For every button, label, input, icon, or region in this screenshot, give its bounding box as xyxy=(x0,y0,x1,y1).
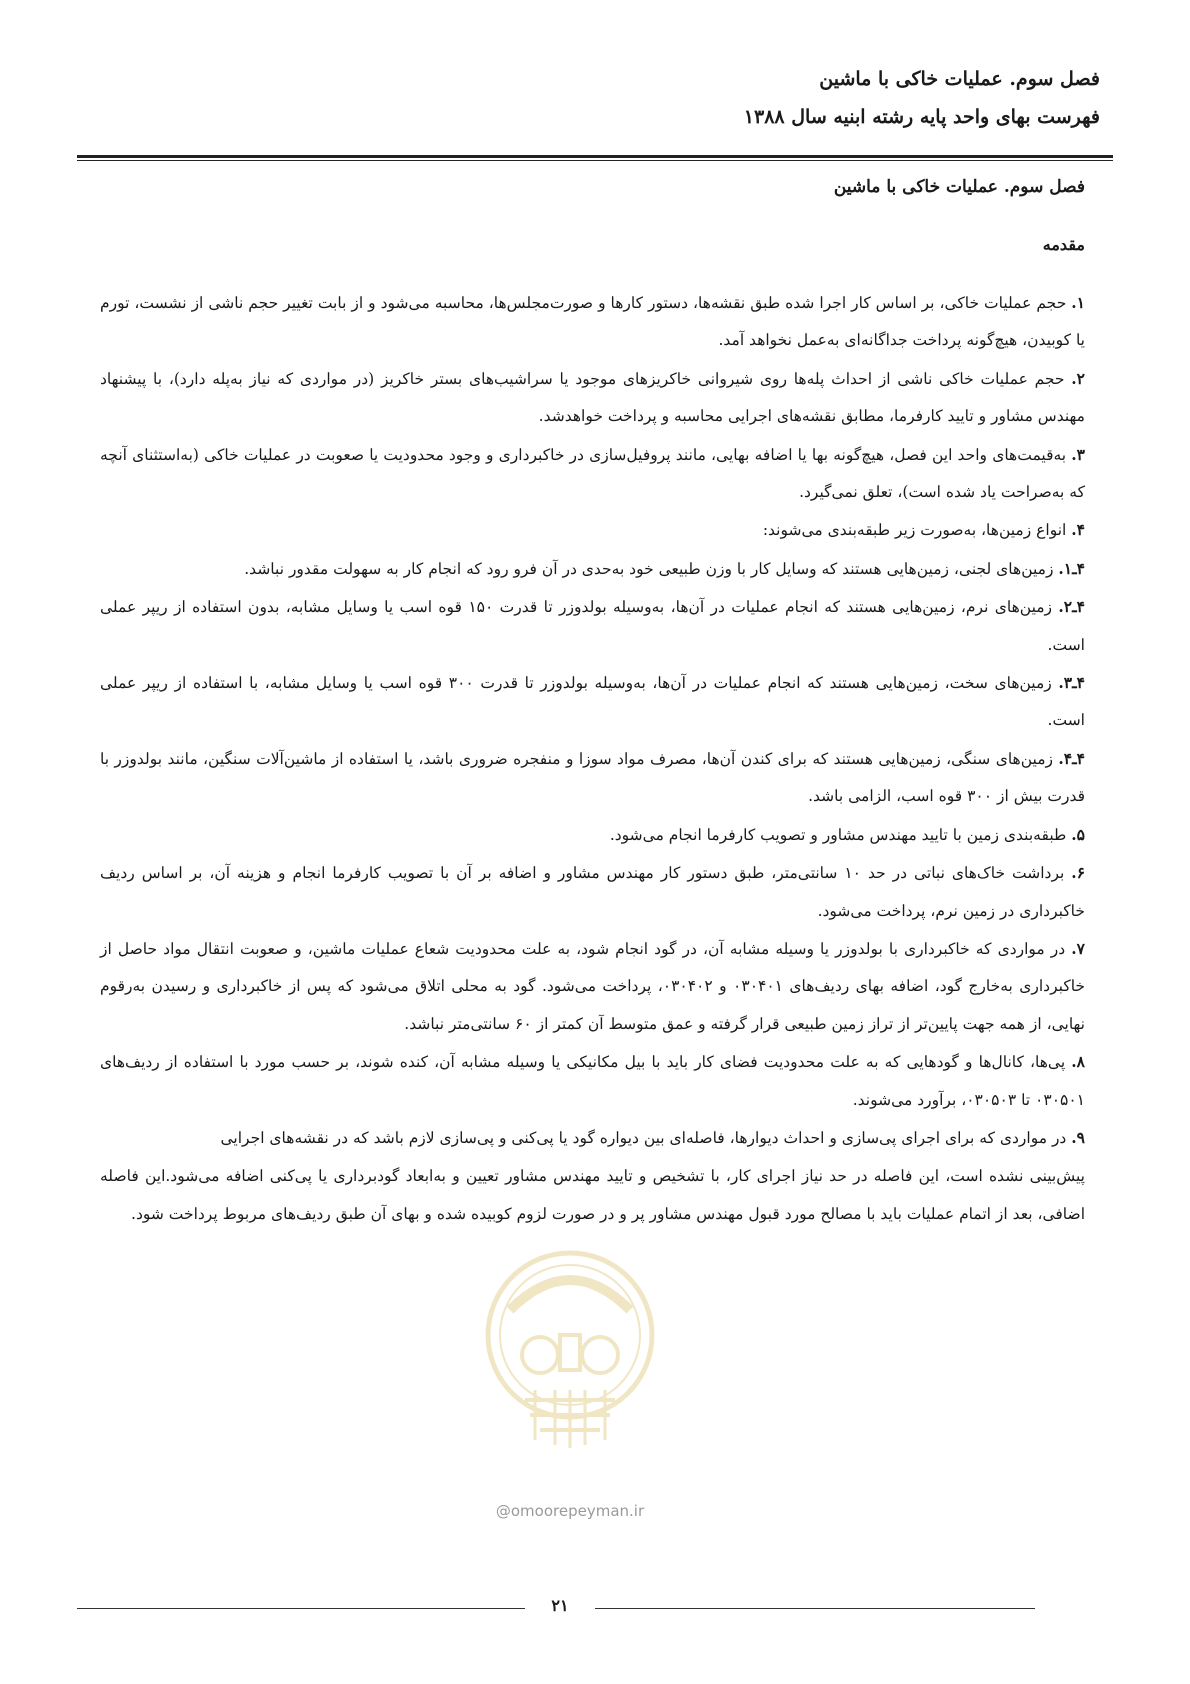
paragraph-text: برداشت خاک‌های نباتی در حد ۱۰ سانتی‌متر، طبق دستور کار مهندس مشاور و اضافه بر آن با تصویب کارفرما انجام و هزینه آن، بر اساس ردیف خاکبرداری در زمین نرم، پرداخت می‌شود. xyxy=(100,864,1085,920)
header-rule-thick xyxy=(77,155,1113,158)
paragraph-number: ۴. xyxy=(1071,520,1085,540)
paragraph-number: ۴ـ۱. xyxy=(1058,558,1085,578)
paragraph-text: در مواردی که برای اجرای پی‌سازی و احداث دیوارها، فاصله‌ای بین دیواره گود یا پی‌کنی و پی‌سازی لازم باشد که در نقشه‌های اجرایی xyxy=(220,1128,1072,1147)
paragraph-text: زمین‌های نرم، زمین‌هایی هستند که انجام عملیات در آن‌ها، به‌وسیله بولدوزر تا قدرت ۱۵۰ قوه اسب یا وسایل مشابه، بدون استفاده از ریپر عملی است. xyxy=(100,598,1085,654)
paragraph-number: ۵. xyxy=(1071,824,1085,844)
paragraph-number: ۷. xyxy=(1071,938,1085,958)
footer-rule-right xyxy=(595,1608,1035,1609)
paragraph-number: ۸. xyxy=(1071,1052,1085,1072)
paragraph-8 xyxy=(100,1043,1085,1119)
paragraph-text: زمین‌های سنگی، زمین‌هایی هستند که برای کندن آن‌ها، مصرف مواد سوزا و منفجره ضروری باشد، یا استفاده از ماشین‌آلات سنگین، مانند بولدوزر با قدرت بیش از ۳۰۰ قوه اسب، الزامی باشد. xyxy=(100,749,1085,806)
paragraph-number: ۴ـ۴. xyxy=(1058,748,1085,768)
paragraph-number: ۶. xyxy=(1071,863,1086,883)
paragraph-number: ۳. xyxy=(1071,444,1085,464)
running-header xyxy=(90,60,1100,136)
watermark-seal xyxy=(470,1240,670,1460)
header-book-title: فهرست بهای واحد پایه رشته ابنیه سال ۱۳۸۸ xyxy=(743,106,1100,128)
page-number: ۲۱ xyxy=(551,1596,569,1615)
paragraph-text: پی‌ها، کانال‌ها و گودهایی که به علت محدودیت فضای کار باید با بیل مکانیکی یا وسیله مشابه آن، کنده شوند، بر حسب مورد با استفاده از ردیف‌های ۰۳۰۵۰۱ تا ۰۳۰۵۰۳، برآورد می‌شوند. xyxy=(100,1053,1085,1109)
paragraph-number: ۹. xyxy=(1071,1127,1085,1147)
paragraph-text: به‌قیمت‌های واحد این فصل، هیچ‌گونه بها یا اضافه بهایی، مانند پروفیل‌سازی در خاکبرداری و وجود محدودیت یا صعوبت در عملیات خاکی (به‌استثنای آنچه که به‌صراحت یاد شده است)، تعلق نمی‌گیرد. xyxy=(100,445,1085,502)
paragraph-1 xyxy=(100,284,1085,360)
watermark-url: @omoorepeyman.ir xyxy=(495,1502,645,1520)
paragraph-9-continued xyxy=(100,1157,1085,1233)
chapter-title: فصل سوم. عملیات خاکی با ماشین xyxy=(833,177,1085,197)
paragraph-2 xyxy=(100,360,1085,436)
paragraph-3 xyxy=(100,436,1085,512)
paragraph-number: ۱. xyxy=(1071,293,1085,312)
paragraph-9 xyxy=(100,1119,1085,1157)
paragraph-text: زمین‌های لجنی، زمین‌هایی هستند که وسایل کار با وزن طبیعی خود به‌حدی در آن فرو رود که انجام کار به سهولت مقدور نباشد. xyxy=(244,559,1059,578)
paragraph-text: طبقه‌بندی زمین با تایید مهندس مشاور و تصویب کارفرما انجام می‌شود. xyxy=(609,825,1072,844)
paragraph-4-2 xyxy=(100,588,1085,664)
paragraph-4-1 xyxy=(100,550,1085,588)
header-chapter-title: فصل سوم. عملیات خاکی با ماشین xyxy=(819,68,1100,90)
header-rule-thin xyxy=(77,160,1113,161)
paragraph-text: زمین‌های سخت، زمین‌هایی هستند که انجام عملیات در آن‌ها، به‌وسیله بولدوزر تا قدرت ۳۰۰ قوه اسب یا وسایل مشابه، با استفاده از ریپر عملی است. xyxy=(100,674,1085,730)
paragraph-text: حجم عملیات خاکی ناشی از احداث پله‌ها روی شیروانی خاکریزهای موجود یا سراشیب‌های بستر خاکریز (در مواردی که نیاز به‌پله دارد)، با پیشنهاد مهندس مشاور و تایید کارفرما، مطابق نقشه‌های اجرایی محاسبه و پرداخت خواهدشد. xyxy=(100,369,1085,426)
paragraph-text: پیش‌بینی نشده است، این فاصله در حد نیاز اجرای کار، با تشخیص و تایید مهندس مشاور تعیین و به‌ابعاد گودبرداری یا پی‌کنی اضافه می‌شود.این فاصله اضافی، بعد از اتمام عملیات باید با مصالح مورد قبول مهندس مشاور پر و در صورت لزوم کوبیده شده و بهای آن طبق ردیف‌های مربوط پرداخت شود. xyxy=(100,1167,1085,1223)
watermark-seal-icon xyxy=(470,1240,670,1460)
paragraph-4 xyxy=(100,511,1085,549)
paragraph-text: در مواردی که خاکبرداری با بولدوزر یا وسیله مشابه آن، در گود انجام شود، به علت محدودیت شعاع عملیات ماشین، و صعوبت انتقال مواد حاصل از خاکبرداری به‌خارج گود، اضافه بهای ردیف‌های ۰۳۰۴۰۱ و ۰۳۰۴۰۲، پرداخت می‌شود. گود به محلی اتلاق می‌شود که پس از خاکبرداری و رسیدن به‌رقوم نهایی، از همه جهت پایین‌تر از تراز زمین طبیعی قرار گرفته و عمق متوسط آن کمتر از ۶۰ سانتی‌متر نباشد. xyxy=(100,939,1086,1033)
paragraph-text: انواع زمین‌ها، به‌صورت زیر طبقه‌بندی می‌شوند: xyxy=(762,521,1072,540)
paragraph-number: ۲. xyxy=(1071,368,1085,388)
paragraph-number: ۴ـ۳. xyxy=(1058,673,1085,693)
page-content xyxy=(100,172,1085,1233)
paragraph-6 xyxy=(100,854,1085,930)
paragraph-4-4 xyxy=(100,740,1085,816)
paragraph-5 xyxy=(100,816,1085,854)
paragraph-7 xyxy=(100,930,1085,1043)
footer-rule-left xyxy=(77,1608,525,1609)
section-title: مقدمه xyxy=(1042,235,1085,254)
paragraph-text: حجم عملیات خاکی، بر اساس کار اجرا شده طبق نقشه‌ها، دستور کارها و صورت‌مجلس‌ها، محاسبه می‌شود و از بابت تغییر حجم ناشی از نشست، تورم یا کوبیدن، هیچ‌گونه پرداخت جداگانه‌ای به‌عمل نخواهد آمد. xyxy=(100,294,1085,350)
paragraph-number: ۴ـ۲. xyxy=(1058,597,1085,617)
paragraph-4-3 xyxy=(100,664,1085,740)
